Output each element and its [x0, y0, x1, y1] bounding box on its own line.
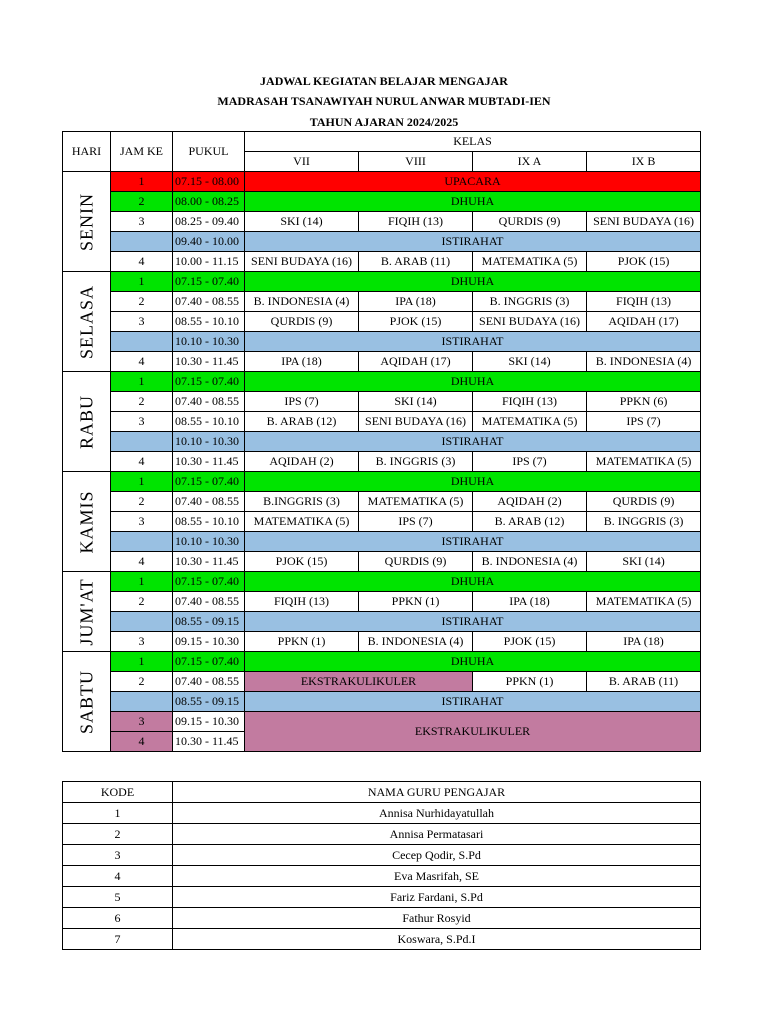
jam-ke-cell: 2 [111, 492, 173, 512]
schedule-row [63, 532, 701, 552]
title-line-3: TAHUN AJARAN 2024/2025 [309, 115, 459, 129]
jam-ke-cell [111, 332, 173, 352]
merged-activity-cell: DHUHA [245, 652, 701, 672]
lesson-cell: SKI (14) [245, 212, 359, 232]
merged-activity-cell: DHUHA [245, 372, 701, 392]
jam-ke-cell: 2 [111, 392, 173, 412]
jam-ke-cell: 3 [111, 512, 173, 532]
lesson-cell: IPA (18) [245, 352, 359, 372]
teacher-table [62, 781, 701, 950]
teacher-name: Annisa Permatasari [173, 824, 701, 845]
schedule-row [63, 192, 701, 212]
lesson-cell: SENI BUDAYA (16) [245, 252, 359, 272]
lesson-cell: FIQIH (13) [473, 392, 587, 412]
jam-ke-cell [111, 532, 173, 552]
jam-ke-cell: 1 [111, 172, 173, 192]
header-hari: HARI [63, 132, 111, 172]
lesson-cell: B. ARAB (11) [359, 252, 473, 272]
lesson-cell: SKI (14) [359, 392, 473, 412]
teacher-name: Fariz Fardani, S.Pd [173, 887, 701, 908]
schedule-row [63, 512, 701, 532]
lesson-cell: SENI BUDAYA (16) [587, 212, 701, 232]
schedule-row [63, 492, 701, 512]
lesson-cell: FIQIH (13) [587, 292, 701, 312]
lesson-cell: QURDIS (9) [245, 312, 359, 332]
jam-ke-cell: 1 [111, 472, 173, 492]
jam-ke-cell: 3 [111, 712, 173, 732]
time-cell: 07.15 - 07.40 [173, 372, 245, 392]
time-cell: 09.15 - 10.30 [173, 632, 245, 652]
time-cell: 08.55 - 10.10 [173, 312, 245, 332]
teacher-row [63, 866, 701, 887]
lesson-cell: PPKN (6) [587, 392, 701, 412]
teacher-row [63, 887, 701, 908]
teacher-row [63, 803, 701, 824]
time-cell: 08.00 - 08.25 [173, 192, 245, 212]
jam-ke-cell [111, 432, 173, 452]
jam-ke-cell [111, 232, 173, 252]
day-label: RABU [76, 394, 96, 449]
schedule-row [63, 272, 701, 292]
schedule-row [63, 712, 701, 732]
jam-ke-cell [111, 612, 173, 632]
jam-ke-cell: 2 [111, 592, 173, 612]
title-line-1: JADWAL KEGIATAN BELAJAR MENGAJAR [260, 74, 508, 88]
schedule-row [63, 672, 701, 692]
day-label: JUM'AT [76, 577, 96, 646]
lesson-cell: MATEMATIKA (5) [473, 412, 587, 432]
jam-ke-cell: 4 [111, 732, 173, 752]
lesson-cell: MATEMATIKA (5) [245, 512, 359, 532]
schedule-row [63, 652, 701, 672]
teacher-row [63, 929, 701, 950]
day-cell [63, 572, 111, 652]
day-cell [63, 372, 111, 472]
schedule-table [62, 131, 701, 752]
jam-ke-cell: 3 [111, 632, 173, 652]
day-label: KAMIS [76, 489, 96, 554]
teacher-name: Cecep Qodir, S.Pd [173, 845, 701, 866]
teacher-name: Fathur Rosyid [173, 908, 701, 929]
time-cell: 09.40 - 10.00 [173, 232, 245, 252]
merged-activity-cell: ISTIRAHAT [245, 612, 701, 632]
lesson-cell: PJOK (15) [359, 312, 473, 332]
lesson-cell: SKI (14) [587, 552, 701, 572]
day-cell [63, 172, 111, 272]
header-pukul: PUKUL [173, 132, 245, 172]
jam-ke-cell: 4 [111, 252, 173, 272]
lesson-cell: SENI BUDAYA (16) [359, 412, 473, 432]
lesson-cell: PJOK (15) [587, 252, 701, 272]
header-kelas: KELAS [245, 132, 701, 152]
header-class-viii: VIII [359, 152, 473, 172]
lesson-cell: QURDIS (9) [359, 552, 473, 572]
schedule-row [63, 612, 701, 632]
lesson-cell: PPKN (1) [245, 632, 359, 652]
time-cell: 07.40 - 08.55 [173, 492, 245, 512]
lesson-cell: MATEMATIKA (5) [587, 592, 701, 612]
jam-ke-cell: 4 [111, 352, 173, 372]
header-jam-ke: JAM KE [111, 132, 173, 172]
merged-activity-cell: DHUHA [245, 272, 701, 292]
lesson-cell: PPKN (1) [359, 592, 473, 612]
time-cell: 08.55 - 09.15 [173, 612, 245, 632]
ekstrakurikuler-cell: EKSTRAKULIKULER [245, 672, 473, 692]
lesson-cell: B. INGGRIS (3) [359, 452, 473, 472]
header-class-ix-a: IX A [473, 152, 587, 172]
time-cell: 07.15 - 08.00 [173, 172, 245, 192]
schedule-row [63, 592, 701, 612]
schedule-row [63, 452, 701, 472]
lesson-cell: PJOK (15) [473, 632, 587, 652]
jam-ke-cell: 3 [111, 312, 173, 332]
time-cell: 10.10 - 10.30 [173, 332, 245, 352]
merged-activity-cell: ISTIRAHAT [245, 692, 701, 712]
jam-ke-cell: 1 [111, 652, 173, 672]
lesson-cell: IPA (18) [587, 632, 701, 652]
time-cell: 07.15 - 07.40 [173, 652, 245, 672]
schedule-row [63, 552, 701, 572]
merged-activity-cell: ISTIRAHAT [245, 532, 701, 552]
lesson-cell: AQIDAH (17) [359, 352, 473, 372]
teacher-name: Koswara, S.Pd.I [173, 929, 701, 950]
teacher-row [63, 908, 701, 929]
schedule-row [63, 252, 701, 272]
time-cell: 10.30 - 11.45 [173, 452, 245, 472]
day-cell [63, 472, 111, 572]
schedule-row [63, 312, 701, 332]
teacher-code: 7 [63, 929, 173, 950]
teacher-code: 6 [63, 908, 173, 929]
lesson-cell: PPKN (1) [473, 672, 587, 692]
time-cell: 10.00 - 11.15 [173, 252, 245, 272]
schedule-row [63, 412, 701, 432]
teacher-row [63, 845, 701, 866]
lesson-cell: IPS (7) [587, 412, 701, 432]
teacher-row [63, 824, 701, 845]
lesson-cell: B.INGGRIS (3) [245, 492, 359, 512]
lesson-cell: PJOK (15) [245, 552, 359, 572]
time-cell: 10.10 - 10.30 [173, 532, 245, 552]
time-cell: 07.15 - 07.40 [173, 472, 245, 492]
time-cell: 08.25 - 09.40 [173, 212, 245, 232]
day-label: SABTU [76, 669, 96, 734]
lesson-cell: QURDIS (9) [587, 492, 701, 512]
merged-activity-cell: ISTIRAHAT [245, 432, 701, 452]
day-cell [63, 272, 111, 372]
lesson-cell: B. INDONESIA (4) [473, 552, 587, 572]
merged-activity-cell: ISTIRAHAT [245, 232, 701, 252]
schedule-row [63, 292, 701, 312]
teacher-code: 5 [63, 887, 173, 908]
lesson-cell: IPA (18) [359, 292, 473, 312]
schedule-row [63, 332, 701, 352]
lesson-cell: B. INDONESIA (4) [359, 632, 473, 652]
lesson-cell: IPA (18) [473, 592, 587, 612]
time-cell: 10.30 - 11.45 [173, 732, 245, 752]
lesson-cell: B. INGGRIS (3) [587, 512, 701, 532]
lesson-cell: MATEMATIKA (5) [359, 492, 473, 512]
lesson-cell: B. INGGRIS (3) [473, 292, 587, 312]
lesson-cell: B. INDONESIA (4) [587, 352, 701, 372]
lesson-cell: AQIDAH (2) [473, 492, 587, 512]
jam-ke-cell: 4 [111, 452, 173, 472]
lesson-cell: AQIDAH (2) [245, 452, 359, 472]
merged-activity-cell: DHUHA [245, 472, 701, 492]
lesson-cell: B. ARAB (11) [587, 672, 701, 692]
jam-ke-cell: 3 [111, 412, 173, 432]
time-cell: 07.40 - 08.55 [173, 592, 245, 612]
title-line-2: MADRASAH TSANAWIYAH NURUL ANWAR MUBTADI-IEN [217, 94, 551, 108]
jam-ke-cell: 2 [111, 672, 173, 692]
lesson-cell: SENI BUDAYA (16) [473, 312, 587, 332]
teacher-code: 2 [63, 824, 173, 845]
schedule-row [63, 472, 701, 492]
time-cell: 10.30 - 11.45 [173, 352, 245, 372]
day-cell [63, 652, 111, 752]
schedule-row [63, 632, 701, 652]
lesson-cell: FIQIH (13) [359, 212, 473, 232]
ekstrakurikuler-block: EKSTRAKULIKULER [245, 712, 701, 752]
jam-ke-cell: 4 [111, 552, 173, 572]
lesson-cell: IPS (7) [473, 452, 587, 472]
header-kode: KODE [63, 782, 173, 803]
schedule-row [63, 692, 701, 712]
teacher-name: Annisa Nurhidayatullah [173, 803, 701, 824]
time-cell: 08.55 - 10.10 [173, 412, 245, 432]
merged-activity-cell: UPACARA [245, 172, 701, 192]
lesson-cell: B. INDONESIA (4) [245, 292, 359, 312]
schedule-row [63, 212, 701, 232]
time-cell: 10.10 - 10.30 [173, 432, 245, 452]
jam-ke-cell: 2 [111, 292, 173, 312]
lesson-cell: AQIDAH (17) [587, 312, 701, 332]
schedule-row [63, 172, 701, 192]
jam-ke-cell: 2 [111, 192, 173, 212]
jam-ke-cell: 1 [111, 272, 173, 292]
jam-ke-cell [111, 692, 173, 712]
schedule-row [63, 352, 701, 372]
lesson-cell: QURDIS (9) [473, 212, 587, 232]
day-label: SENIN [76, 192, 96, 251]
time-cell: 07.15 - 07.40 [173, 572, 245, 592]
lesson-cell: IPS (7) [359, 512, 473, 532]
lesson-cell: SKI (14) [473, 352, 587, 372]
merged-activity-cell: DHUHA [245, 572, 701, 592]
schedule-row [63, 232, 701, 252]
header-class-ix-b: IX B [587, 152, 701, 172]
time-cell: 08.55 - 10.10 [173, 512, 245, 532]
jam-ke-cell: 1 [111, 572, 173, 592]
lesson-cell: MATEMATIKA (5) [587, 452, 701, 472]
time-cell: 07.40 - 08.55 [173, 292, 245, 312]
schedule-row [63, 572, 701, 592]
time-cell: 09.15 - 10.30 [173, 712, 245, 732]
time-cell: 07.40 - 08.55 [173, 392, 245, 412]
schedule-row [63, 392, 701, 412]
lesson-cell: MATEMATIKA (5) [473, 252, 587, 272]
merged-activity-cell: ISTIRAHAT [245, 332, 701, 352]
jam-ke-cell: 3 [111, 212, 173, 232]
lesson-cell: B. ARAB (12) [245, 412, 359, 432]
schedule-row [63, 432, 701, 452]
schedule-row [63, 372, 701, 392]
time-cell: 10.30 - 11.45 [173, 552, 245, 572]
teacher-name: Eva Masrifah, SE [173, 866, 701, 887]
lesson-cell: IPS (7) [245, 392, 359, 412]
merged-activity-cell: DHUHA [245, 192, 701, 212]
teacher-code: 4 [63, 866, 173, 887]
lesson-cell: FIQIH (13) [245, 592, 359, 612]
lesson-cell: B. ARAB (12) [473, 512, 587, 532]
time-cell: 08.55 - 09.15 [173, 692, 245, 712]
jam-ke-cell: 1 [111, 372, 173, 392]
teacher-code: 3 [63, 845, 173, 866]
teacher-code: 1 [63, 803, 173, 824]
header-class-vii: VII [245, 152, 359, 172]
time-cell: 07.40 - 08.55 [173, 672, 245, 692]
header-nama-guru: NAMA GURU PENGAJAR [173, 782, 701, 803]
day-label: SELASA [76, 284, 96, 359]
time-cell: 07.15 - 07.40 [173, 272, 245, 292]
